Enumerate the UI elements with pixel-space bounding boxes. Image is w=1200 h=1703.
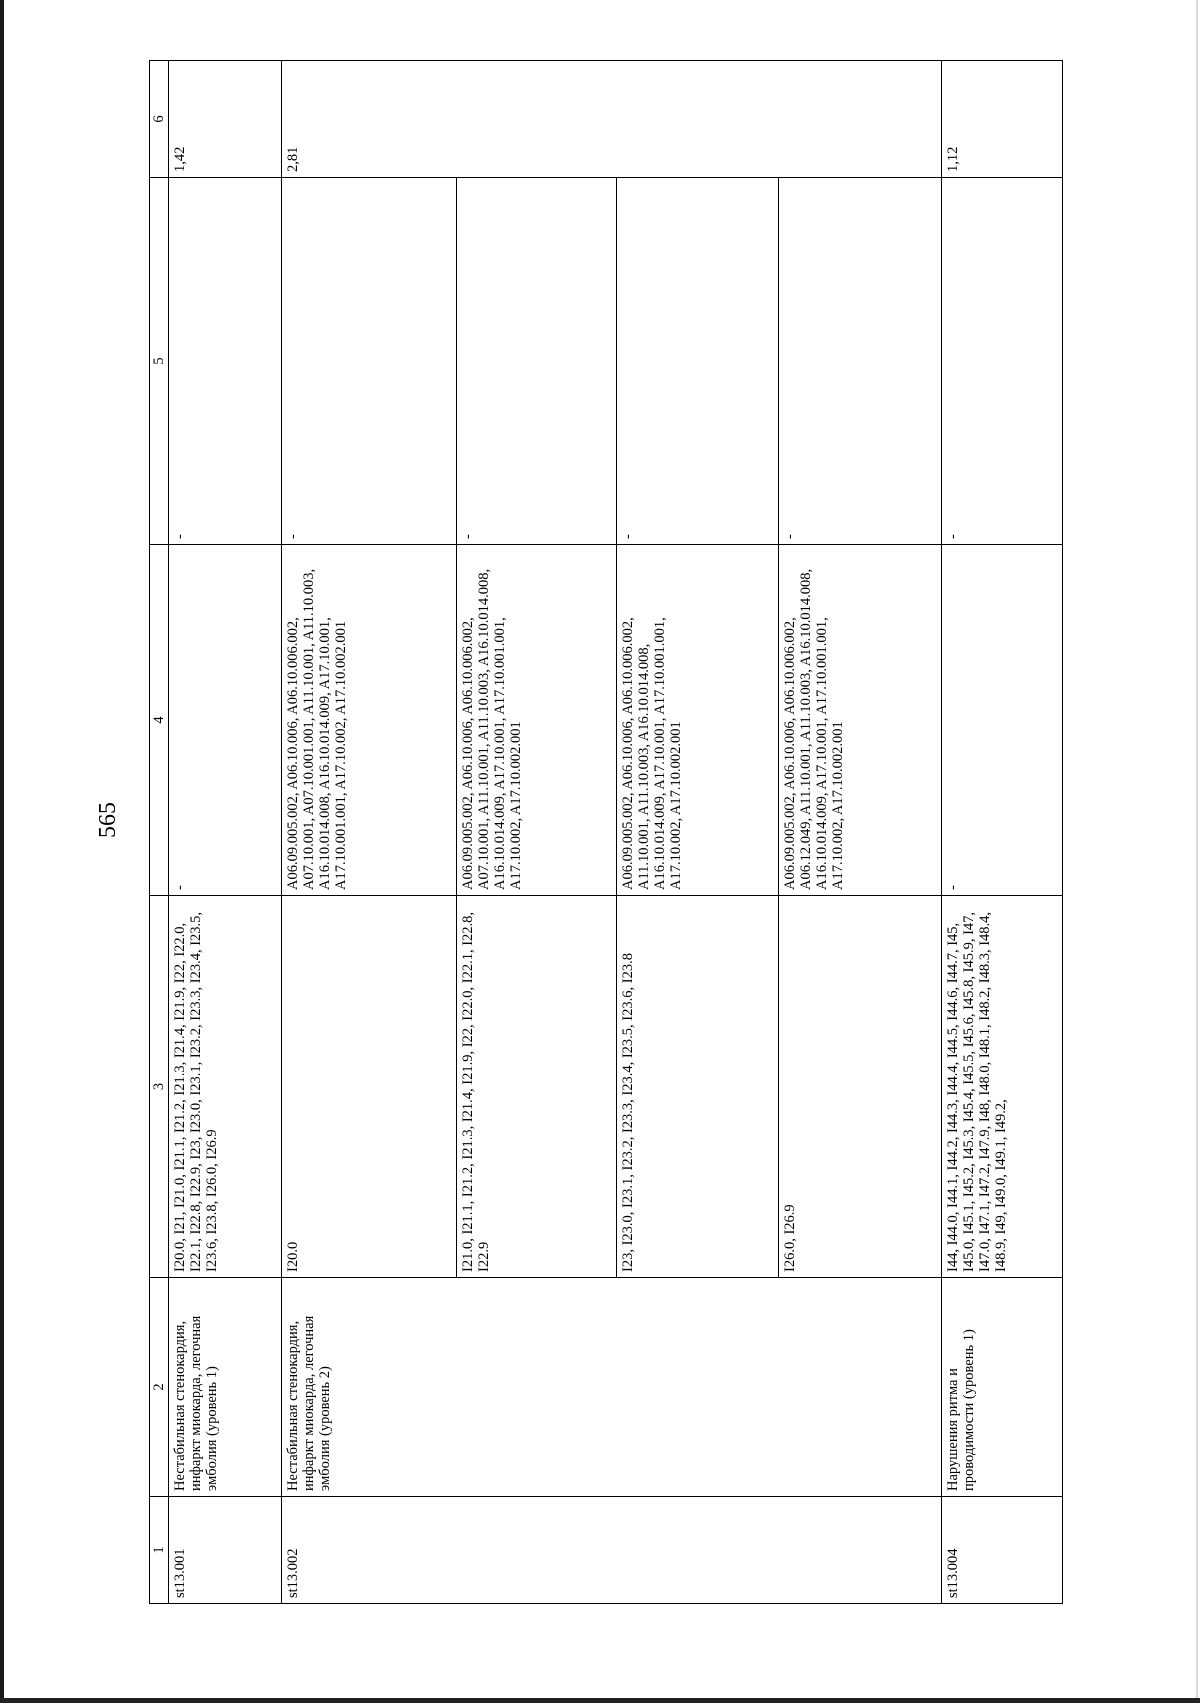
scan-border-right — [1196, 0, 1198, 1703]
row-services: - — [169, 545, 282, 896]
column-header: 1 — [150, 1497, 169, 1604]
row-extra: - — [169, 178, 282, 545]
row-extra: - — [617, 178, 779, 545]
row-extra: - — [778, 178, 942, 545]
row-extra: - — [942, 178, 1063, 545]
page-number: 565 — [95, 802, 121, 838]
row-services: A06.09.005.002, A06.10.006, A06.10.006.002, A06.12.049, A11.10.001, A11.10.003, A16.10.014.008, A16.10.014.009, A17.10.001, A17.10.001.001, A17.10.002, A17.10.002.001 — [778, 545, 942, 896]
row-name: Нестабильная стенокардия, инфаркт миокарда, легочная эмболия (уровень 2) — [281, 1278, 942, 1497]
scan-border-left — [0, 0, 4, 1703]
row-extra: - — [281, 178, 457, 545]
header-row — [150, 61, 169, 1604]
column-header: 4 — [150, 545, 169, 896]
rotated-table-container — [149, 61, 1063, 1604]
row-name: Нестабильная стенокардия, инфаркт миокарда, легочная эмболия (уровень 1) — [169, 1278, 282, 1497]
scan-border-bottom — [0, 1698, 1200, 1703]
row-services: - — [942, 545, 1063, 896]
column-header: 5 — [150, 178, 169, 545]
row-coefficient: 1,12 — [942, 61, 1063, 178]
row-services: A06.09.005.002, A06.10.006, A06.10.006.002, A07.10.001, A07.10.001.001, A11.10.001, A11.10.003, A16.10.014.008, A16.10.014.009, A17.10.001, A17.10.001.001, A17.10.002, A17.10.002.001 — [281, 545, 457, 896]
row-coefficient: 1,42 — [169, 61, 282, 178]
column-header: 2 — [150, 1278, 169, 1497]
row-diagnoses: I23, I23.0, I23.1, I23.2, I23.3, I23.4, I23.5, I23.6, I23.8 — [617, 896, 779, 1278]
column-header: 6 — [150, 61, 169, 178]
row-diagnoses: I21.0, I21.1, I21.2, I21.3, I21.4, I21.9, I22, I22.0, I22.1, I22.8, I22.9 — [457, 896, 617, 1278]
table-row — [942, 61, 1063, 1604]
row-code: st13.001 — [169, 1497, 282, 1604]
row-services: A06.09.005.002, A06.10.006, A06.10.006.002, A11.10.001, A11.10.003, A16.10.014.008, A16.10.014.009, A17.10.001, A17.10.001.001, A17.10.002, A17.10.002.001 — [617, 545, 779, 896]
row-name: Нарушения ритма и проводимости (уровень 1) — [942, 1278, 1063, 1497]
row-extra: - — [457, 178, 617, 545]
table-row — [281, 61, 457, 1604]
tariff-table — [149, 60, 1063, 1604]
row-diagnoses: I20.0, I21, I21.0, I21.1, I21.2, I21.3, I21.4, I21.9, I22, I22.0, I22.1, I22.8, I22.9, I23, I23.0, I23.1, I23.2, I23.3, I23.4, I23.5, I23.6, I23.8, I26.0, I26.9 — [169, 896, 282, 1278]
row-diagnoses: I26.0, I26.9 — [778, 896, 942, 1278]
row-code: st13.002 — [281, 1497, 942, 1604]
row-code: st13.004 — [942, 1497, 1063, 1604]
row-services: A06.09.005.002, A06.10.006, A06.10.006.002, A07.10.001, A11.10.001, A11.10.003, A16.10.014.008, A16.10.014.009, A17.10.001, A17.10.001.001, A17.10.002, A17.10.002.001 — [457, 545, 617, 896]
row-coefficient: 2,81 — [281, 61, 942, 178]
column-header: 3 — [150, 896, 169, 1278]
row-diagnoses: I20.0 — [281, 896, 457, 1278]
table-row — [169, 61, 282, 1604]
row-diagnoses: I44, I44.0, I44.1, I44.2, I44.3, I44.4, I44.5, I44.6, I44.7, I45, I45.0, I45.1, I45.2, I45.3, I45.4, I45.5, I45.6, I45.8, I45.9, I47, I47.0, I47.1, I47.2, I47.9, I48, I48.0, I48.1, I48.2, I48.3, I48.4, I48.9, I49, I49.0, I49.1, I49.2, — [942, 896, 1063, 1278]
